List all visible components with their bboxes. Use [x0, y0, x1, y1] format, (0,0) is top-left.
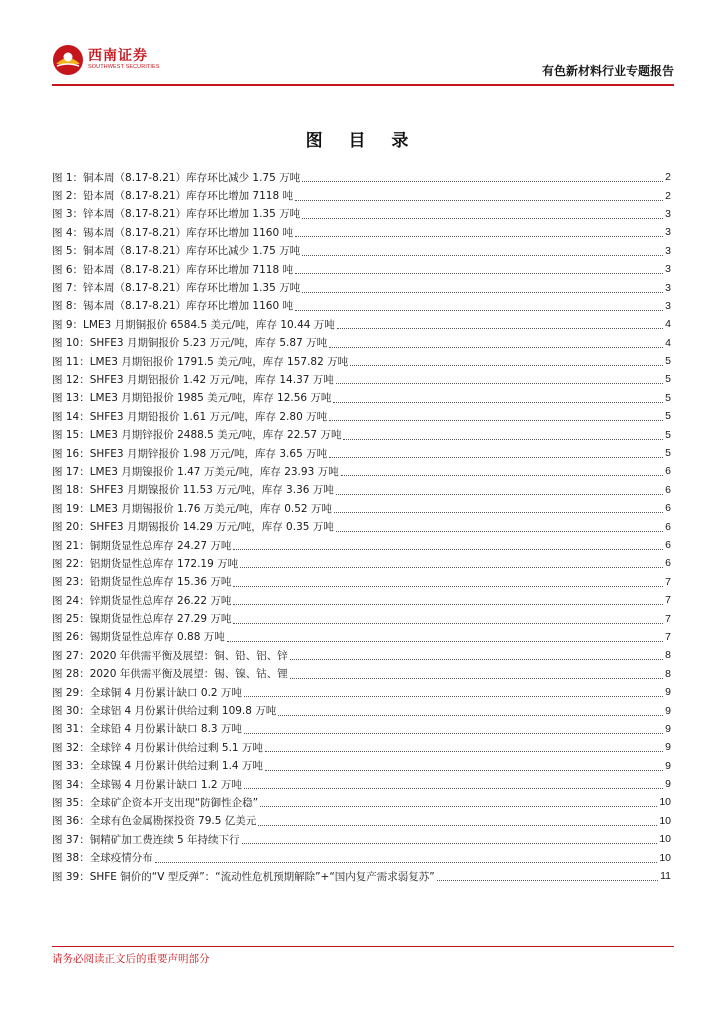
- dot-leader: [343, 438, 663, 440]
- toc-entry-page-number: 5: [665, 355, 671, 368]
- toc-entry[interactable]: [52, 775, 671, 793]
- logo-chinese-name: 西南证券: [88, 48, 148, 65]
- toc-entry-label: 图 13：LME3 月期铅报价 1985 美元/吨，库存 12.56 万吨: [52, 392, 332, 405]
- toc-entry-page-number: 6: [665, 557, 671, 570]
- toc-entry[interactable]: [52, 352, 671, 370]
- toc-entry-label: 图 1：铜本周（8.17-8.21）库存环比减少 1.75 万吨: [52, 171, 301, 184]
- toc-entry[interactable]: [52, 168, 671, 186]
- dot-leader: [265, 769, 663, 771]
- toc-entry-page-number: 5: [665, 428, 671, 441]
- toc-entry-label: 图 12：SHFE3 月期铝报价 1.42 万元/吨，库存 14.37 万吨: [52, 373, 334, 386]
- toc-entry-label: 图 18：SHFE3 月期镍报价 11.53 万元/吨，库存 3.36 万吨: [52, 484, 334, 497]
- dot-leader: [258, 824, 657, 826]
- footer-divider: [52, 946, 674, 947]
- toc-entry-label: 图 16：SHFE3 月期锌报价 1.98 万元/吨，库存 3.65 万吨: [52, 447, 328, 460]
- toc-entry-page-number: 3: [665, 244, 671, 257]
- toc-entry[interactable]: [52, 573, 671, 591]
- toc-entry-page-number: 6: [665, 483, 671, 496]
- toc-entry-label: 图 25：镍期货显性总库存 27.29 万吨: [52, 613, 232, 626]
- toc-entry-page-number: 7: [665, 612, 671, 625]
- toc-entry[interactable]: [52, 720, 671, 738]
- toc-entry[interactable]: [52, 591, 671, 609]
- dot-leader: [341, 474, 664, 476]
- toc-entry-label: 图 28：2020 年供需平衡及展望：锡、镍、钴、锂: [52, 668, 288, 681]
- toc-entry-page-number: 8: [665, 667, 671, 680]
- dot-leader: [155, 861, 658, 863]
- toc-entry-page-number: 10: [659, 814, 671, 827]
- toc-entry-page-number: 10: [659, 851, 671, 864]
- toc-entry[interactable]: [52, 517, 671, 535]
- toc-entry-label: 图 10：SHFE3 月期铜报价 5.23 万元/吨，库存 5.87 万吨: [52, 337, 328, 350]
- toc-entry-page-number: 5: [665, 410, 671, 423]
- toc-entry[interactable]: [52, 260, 671, 278]
- toc-entry-label: 图 9：LME3 月期铜报价 6584.5 美元/吨，库存 10.44 万吨: [52, 318, 335, 331]
- toc-entry-page-number: 6: [665, 465, 671, 478]
- toc-entry-page-number: 5: [665, 447, 671, 460]
- disclaimer-note: 请务必阅读正文后的重要声明部分: [52, 953, 210, 965]
- toc-entry-label: 图 15：LME3 月期锌报价 2488.5 美元/吨，库存 22.57 万吨: [52, 429, 342, 442]
- toc-entry[interactable]: [52, 757, 671, 775]
- toc-entry-label: 图 5：铜本周（8.17-8.21）库存环比减少 1.75 万吨: [52, 245, 301, 258]
- toc-entry-label: 图 20：SHFE3 月期锡报价 14.29 万元/吨，库存 0.35 万吨: [52, 521, 334, 534]
- toc-entry[interactable]: [52, 205, 671, 223]
- dot-leader: [227, 640, 663, 642]
- toc-title: 图 目 录: [305, 131, 419, 151]
- toc-entry[interactable]: [52, 536, 671, 554]
- toc-entry[interactable]: [52, 609, 671, 627]
- company-logo: [52, 40, 160, 80]
- dot-leader: [244, 732, 663, 734]
- toc-entry-page-number: 9: [665, 704, 671, 717]
- toc-entry[interactable]: [52, 186, 671, 204]
- toc-entry-page-number: 3: [665, 299, 671, 312]
- toc-entry[interactable]: [52, 665, 671, 683]
- toc-entry-label: 图 38：全球疫情分布: [52, 852, 153, 865]
- toc-entry[interactable]: [52, 297, 671, 315]
- toc-entry-page-number: 9: [665, 686, 671, 699]
- toc-entry[interactable]: [52, 278, 671, 296]
- toc-entry-label: 图 22：铝期货显性总库存 172.19 万吨: [52, 557, 239, 570]
- toc-entry[interactable]: [52, 315, 671, 333]
- toc-entry-label: 图 14：SHFE3 月期铅报价 1.61 万元/吨，库存 2.80 万吨: [52, 410, 328, 423]
- toc-entry-page-number: 4: [665, 336, 671, 349]
- toc-entry[interactable]: [52, 370, 671, 388]
- toc-entry-page-number: 9: [665, 759, 671, 772]
- toc-entry-label: 图 11：LME3 月期铝报价 1791.5 美元/吨，库存 157.82 万吨: [52, 355, 349, 368]
- dot-leader: [302, 180, 663, 182]
- dot-leader: [295, 309, 663, 311]
- toc-entry[interactable]: [52, 334, 671, 352]
- toc-entry-page-number: 7: [665, 630, 671, 643]
- toc-entry[interactable]: [52, 701, 671, 719]
- logo-english-name: SOUTHWEST SECURITIES: [88, 64, 160, 71]
- toc-entry[interactable]: [52, 830, 671, 848]
- toc-entry[interactable]: [52, 738, 671, 756]
- toc-entry-label: 图 7：锌本周（8.17-8.21）库存环比增加 1.35 万吨: [52, 282, 301, 295]
- dot-leader: [329, 456, 663, 458]
- toc-entry-page-number: 10: [659, 833, 671, 846]
- report-title: 有色新材料行业专题报告: [541, 64, 674, 78]
- toc-entry-page-number: 6: [665, 539, 671, 551]
- dot-leader: [336, 530, 663, 532]
- dot-leader: [333, 401, 663, 403]
- dot-leader: [295, 235, 663, 237]
- toc-entry-page-number: 10: [659, 796, 671, 809]
- toc-entry[interactable]: [52, 793, 671, 811]
- toc-entry[interactable]: [52, 867, 671, 885]
- toc-entry-page-number: 3: [665, 226, 671, 239]
- toc-entry[interactable]: [52, 848, 671, 866]
- toc-entry[interactable]: [52, 628, 671, 646]
- toc-entry[interactable]: [52, 646, 671, 664]
- dot-leader: [302, 217, 663, 219]
- toc-entry-label: 图 31：全球铅 4 月份累计缺口 8.3 万吨: [52, 723, 242, 736]
- dot-leader: [265, 750, 663, 752]
- toc-entry-label: 图 30：全球铝 4 月份累计供给过剩 109.8 万吨: [52, 705, 277, 718]
- dot-leader: [336, 493, 663, 495]
- dot-leader: [233, 585, 663, 587]
- toc-entry-label: 图 29：全球铜 4 月份累计缺口 0.2 万吨: [52, 686, 242, 699]
- toc-entry-label: 图 17：LME3 月期镍报价 1.47 万美元/吨，库存 23.93 万吨: [52, 465, 339, 478]
- toc-entry-label: 图 19：LME3 月期锡报价 1.76 万美元/吨，库存 0.52 万吨: [52, 502, 332, 515]
- logo-sun-icon: [52, 44, 84, 76]
- dot-leader: [329, 419, 663, 421]
- toc-entry-label: 图 8：锡本周（8.17-8.21）库存环比增加 1160 吨: [52, 300, 293, 313]
- toc-entry-label: 图 39：SHFE 铜价的“V 型反弹”：“流动性危机预期解除”+“国内复产需求弱复苏”: [52, 870, 435, 883]
- dot-leader: [244, 787, 663, 789]
- page-header: [52, 36, 674, 84]
- dot-leader: [290, 658, 663, 660]
- toc-entry-page-number: 4: [665, 318, 671, 331]
- toc-entry-page-number: 5: [665, 391, 671, 404]
- toc-entry-label: 图 37：铜精矿加工费连续 5 年持续下行: [52, 833, 240, 846]
- toc-entry-page-number: 6: [665, 502, 671, 515]
- toc-entry[interactable]: [52, 425, 671, 443]
- dot-leader: [242, 842, 658, 844]
- toc-entry-label: 图 32：全球锌 4 月份累计供给过剩 5.1 万吨: [52, 741, 263, 754]
- toc-entry-page-number: 7: [665, 594, 671, 607]
- toc-entry-page-number: 3: [665, 281, 671, 294]
- toc-entry[interactable]: [52, 407, 671, 425]
- toc-entry[interactable]: [52, 462, 671, 480]
- dot-leader: [337, 327, 663, 329]
- toc-entry-page-number: 9: [665, 741, 671, 754]
- toc-entry[interactable]: [52, 444, 671, 462]
- toc-entry-page-number: 3: [665, 263, 671, 276]
- toc-entry-label: 图 4：锡本周（8.17-8.21）库存环比增加 1160 吨: [52, 226, 293, 239]
- dot-leader: [350, 364, 663, 366]
- dot-leader: [278, 714, 663, 716]
- toc-entry-page-number: 6: [665, 520, 671, 533]
- dot-leader: [244, 695, 663, 697]
- toc-entry-page-number: 2: [665, 171, 671, 184]
- dot-leader: [302, 254, 663, 256]
- toc-entry-label: 图 3：锌本周（8.17-8.21）库存环比增加 1.35 万吨: [52, 208, 301, 221]
- dot-leader: [233, 548, 663, 550]
- toc-entry[interactable]: [52, 554, 671, 572]
- dot-leader: [437, 879, 658, 881]
- toc-entry-label: 图 24：锌期货显性总库存 26.22 万吨: [52, 594, 232, 607]
- toc-entry-label: 图 33：全球镍 4 月份累计供给过剩 1.4 万吨: [52, 760, 263, 773]
- toc-entry-page-number: 2: [665, 189, 671, 202]
- toc-entry-page-number: 8: [665, 649, 671, 662]
- toc-entry-label: 图 26：锡期货显性总库存 0.88 万吨: [52, 631, 225, 644]
- toc-entry[interactable]: [52, 223, 671, 241]
- dot-leader: [233, 603, 663, 605]
- toc-entry[interactable]: [52, 683, 671, 701]
- figure-list: [52, 168, 671, 885]
- toc-entry-page-number: 11: [660, 870, 671, 883]
- toc-entry-page-number: 9: [665, 778, 671, 791]
- dot-leader: [233, 622, 663, 624]
- dot-leader: [336, 382, 663, 384]
- toc-entry-label: 图 36：全球有色金属勘探投资 79.5 亿美元: [52, 815, 257, 828]
- toc-entry-label: 图 27：2020 年供需平衡及展望：铜、铅、铝、锌: [52, 649, 288, 662]
- dot-leader: [302, 291, 663, 293]
- toc-entry-label: 图 2：铅本周（8.17-8.21）库存环比增加 7118 吨: [52, 190, 293, 203]
- dot-leader: [260, 805, 657, 807]
- toc-entry-label: 图 23：铅期货显性总库存 15.36 万吨: [52, 576, 232, 589]
- toc-entry-label: 图 34：全球锡 4 月份累计缺口 1.2 万吨: [52, 778, 242, 791]
- toc-entry-page-number: 7: [665, 575, 671, 588]
- toc-entry-label: 图 35：全球矿企资本开支出现“防御性企稳”: [52, 796, 259, 809]
- toc-entry[interactable]: [52, 499, 671, 517]
- dot-leader: [295, 199, 663, 201]
- toc-entry[interactable]: [52, 389, 671, 407]
- toc-entry-label: 图 6：铅本周（8.17-8.21）库存环比增加 7118 吨: [52, 263, 293, 276]
- dot-leader: [295, 272, 663, 274]
- dot-leader: [240, 566, 663, 568]
- toc-entry-page-number: 9: [665, 722, 671, 735]
- dot-leader: [290, 677, 663, 679]
- header-divider: [52, 84, 674, 86]
- toc-entry-page-number: 3: [665, 207, 671, 220]
- dot-leader: [329, 346, 663, 348]
- toc-entry[interactable]: [52, 481, 671, 499]
- dot-leader: [334, 511, 663, 513]
- toc-entry[interactable]: [52, 242, 671, 260]
- toc-entry-label: 图 21：铜期货显性总库存 24.27 万吨: [52, 539, 232, 552]
- toc-entry[interactable]: [52, 812, 671, 830]
- toc-entry-page-number: 5: [665, 373, 671, 386]
